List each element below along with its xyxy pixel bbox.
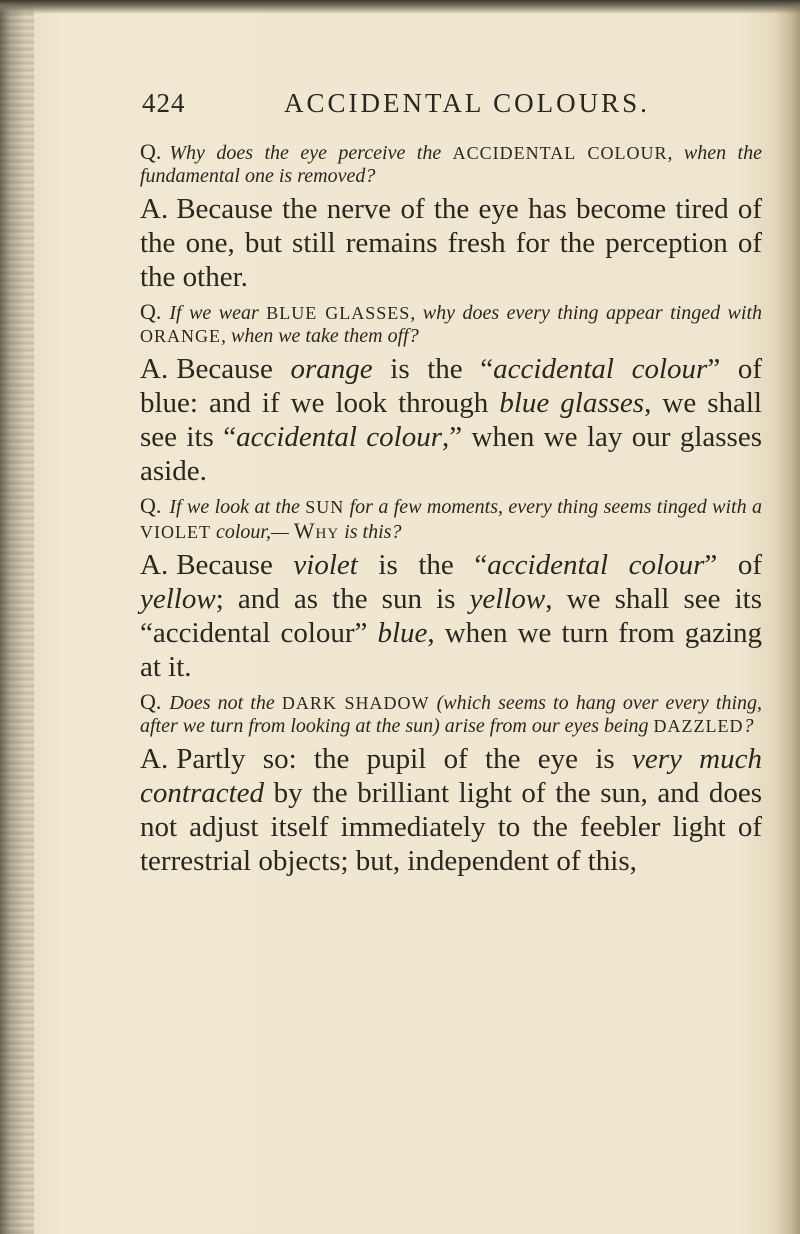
answer-4 (140, 742, 762, 878)
answer-text: , when we turn from gazing at it. (140, 617, 762, 683)
question-text: , when we take them off? (221, 325, 419, 347)
question-label: Q. (140, 493, 162, 518)
question-label: Q. (140, 299, 162, 324)
question-text: (which seems to hang over every thing, after we turn from looking at the sun) arise from our eyes being (140, 692, 762, 737)
question-keyword: SUN (305, 497, 345, 517)
question-2 (140, 300, 762, 348)
question-text: , when the fundamental one is removed? (140, 142, 762, 187)
answer-emphasis: blue glasses (499, 387, 645, 419)
answer-label: A. (140, 193, 169, 225)
page-number: 424 (142, 88, 186, 118)
question-text: If we look at the (169, 496, 306, 518)
answer-emphasis: accidental colour (487, 549, 705, 581)
question-keyword: DAZZLED (653, 716, 744, 736)
answer-emphasis: blue (377, 617, 428, 649)
answer-emphasis: violet (293, 549, 358, 581)
question-text: colour,— (210, 521, 294, 543)
answer-emphasis: yellow (469, 583, 546, 615)
question-keyword: ACCIDENTAL COLOUR (452, 143, 668, 163)
question-keyword: Why (293, 518, 340, 543)
answer-text: is the “ (357, 549, 488, 581)
answer-2 (140, 352, 762, 488)
page-top-shadow (0, 0, 800, 14)
question-text: ? (743, 715, 754, 737)
question-text: , why does every thing appear tinged with (410, 302, 763, 324)
question-1 (140, 140, 762, 188)
page-body (140, 140, 762, 884)
question-label: Q. (140, 139, 162, 164)
page-header (142, 88, 762, 128)
question-text: Does not the (169, 692, 282, 714)
answer-1 (140, 192, 762, 294)
question-3 (140, 494, 762, 544)
question-4 (140, 690, 762, 738)
answer-text: ; and as the sun is (215, 583, 470, 615)
question-keyword: DARK SHADOW (281, 693, 430, 713)
answer-label: A. (140, 353, 169, 385)
answer-text: Because (176, 353, 291, 385)
question-text: for a few moments, every thing seems tinged with a (344, 496, 763, 518)
answer-emphasis: very much contracted (140, 743, 762, 809)
running-head: ACCIDENTAL COLOURS. (284, 88, 650, 118)
answer-text: is the “ (372, 353, 494, 385)
question-keyword: BLUE GLASSES (266, 303, 411, 323)
answer-text: , we shall see its “ (140, 387, 762, 453)
answer-emphasis: orange (290, 353, 373, 385)
answer-text: Because (176, 549, 294, 581)
answer-text: Partly so: the pupil of the eye is (176, 743, 632, 775)
answer-text: ” of blue: and if we look through (140, 353, 762, 419)
answer-emphasis: accidental colour (236, 421, 442, 453)
answer-emphasis: accidental colour (493, 353, 708, 385)
question-text: If we wear (169, 302, 267, 324)
answer-text: , we shall see its “accidental colour” (140, 583, 762, 649)
answer-text: by the brilliant light of the sun, and does not adjust itself immediately to the feebler light of terrestrial objects; but, independent of this, (140, 777, 762, 877)
answer-label: A. (140, 549, 169, 581)
answer-3 (140, 548, 762, 684)
page-binding-edge (0, 0, 34, 1234)
answer-emphasis: yellow (140, 583, 216, 615)
answer-text: ,” when we lay our glasses aside. (140, 421, 762, 487)
question-label: Q. (140, 689, 162, 714)
answer-text: ” of (704, 549, 762, 581)
answer-label: A. (140, 743, 169, 775)
question-keyword: ORANGE (140, 326, 221, 346)
question-text: is this? (339, 521, 402, 543)
question-text: Why does the eye perceive the (169, 142, 453, 164)
question-keyword: VIOLET (140, 522, 211, 542)
answer-text: Because the nerve of the eye has become tired of the one, but still remains fresh for the perception of the other. (140, 193, 762, 293)
